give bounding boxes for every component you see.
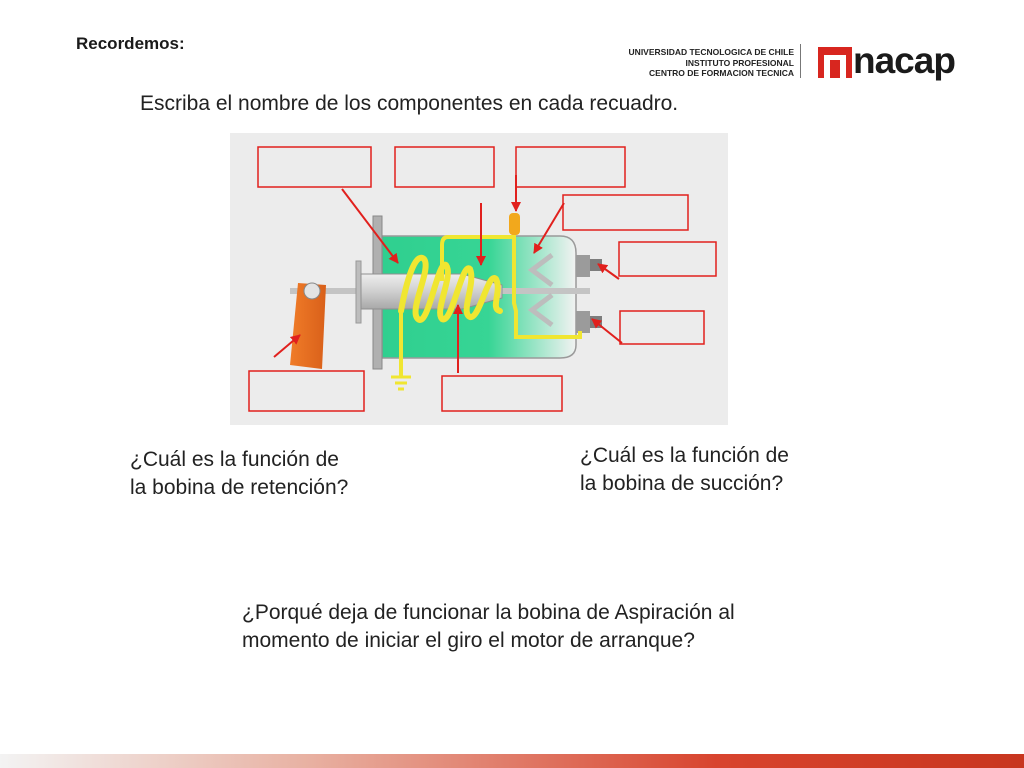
lever-pivot bbox=[304, 283, 320, 299]
terminal-s bbox=[509, 213, 520, 235]
institution-line-2: INSTITUTO PROFESIONAL bbox=[685, 57, 794, 68]
institution-line-3: CENTRO DE FORMACION TECNICA bbox=[649, 68, 794, 78]
solenoid-diagram bbox=[230, 133, 728, 425]
logo-wordmark: nacap bbox=[853, 40, 955, 81]
section-heading: Recordemos: bbox=[76, 34, 185, 53]
logo-divider bbox=[800, 44, 801, 78]
plunger-flange bbox=[356, 261, 361, 323]
question-suction-coil: ¿Cuál es la función de la bobina de succión? bbox=[580, 444, 789, 495]
institution-name bbox=[628, 47, 794, 79]
instruction-text: Escriba el nombre de los componentes en cada recuadro. bbox=[140, 92, 679, 115]
question-aspiration-coil: ¿Porqué deja de funcionar la bobina de Aspiración al momento de iniciar el giro el motor de arranque? bbox=[242, 601, 735, 652]
question-retention-coil: ¿Cuál es la función de la bobina de retención? bbox=[130, 448, 349, 499]
terminal-upper bbox=[576, 255, 590, 277]
institution-line-1: UNIVERSIDAD TECNOLOGICA DE CHILE bbox=[628, 47, 794, 57]
terminal-lower bbox=[576, 311, 590, 333]
footer-gradient-bar bbox=[0, 754, 1024, 768]
inacap-logo-icon bbox=[818, 47, 852, 78]
